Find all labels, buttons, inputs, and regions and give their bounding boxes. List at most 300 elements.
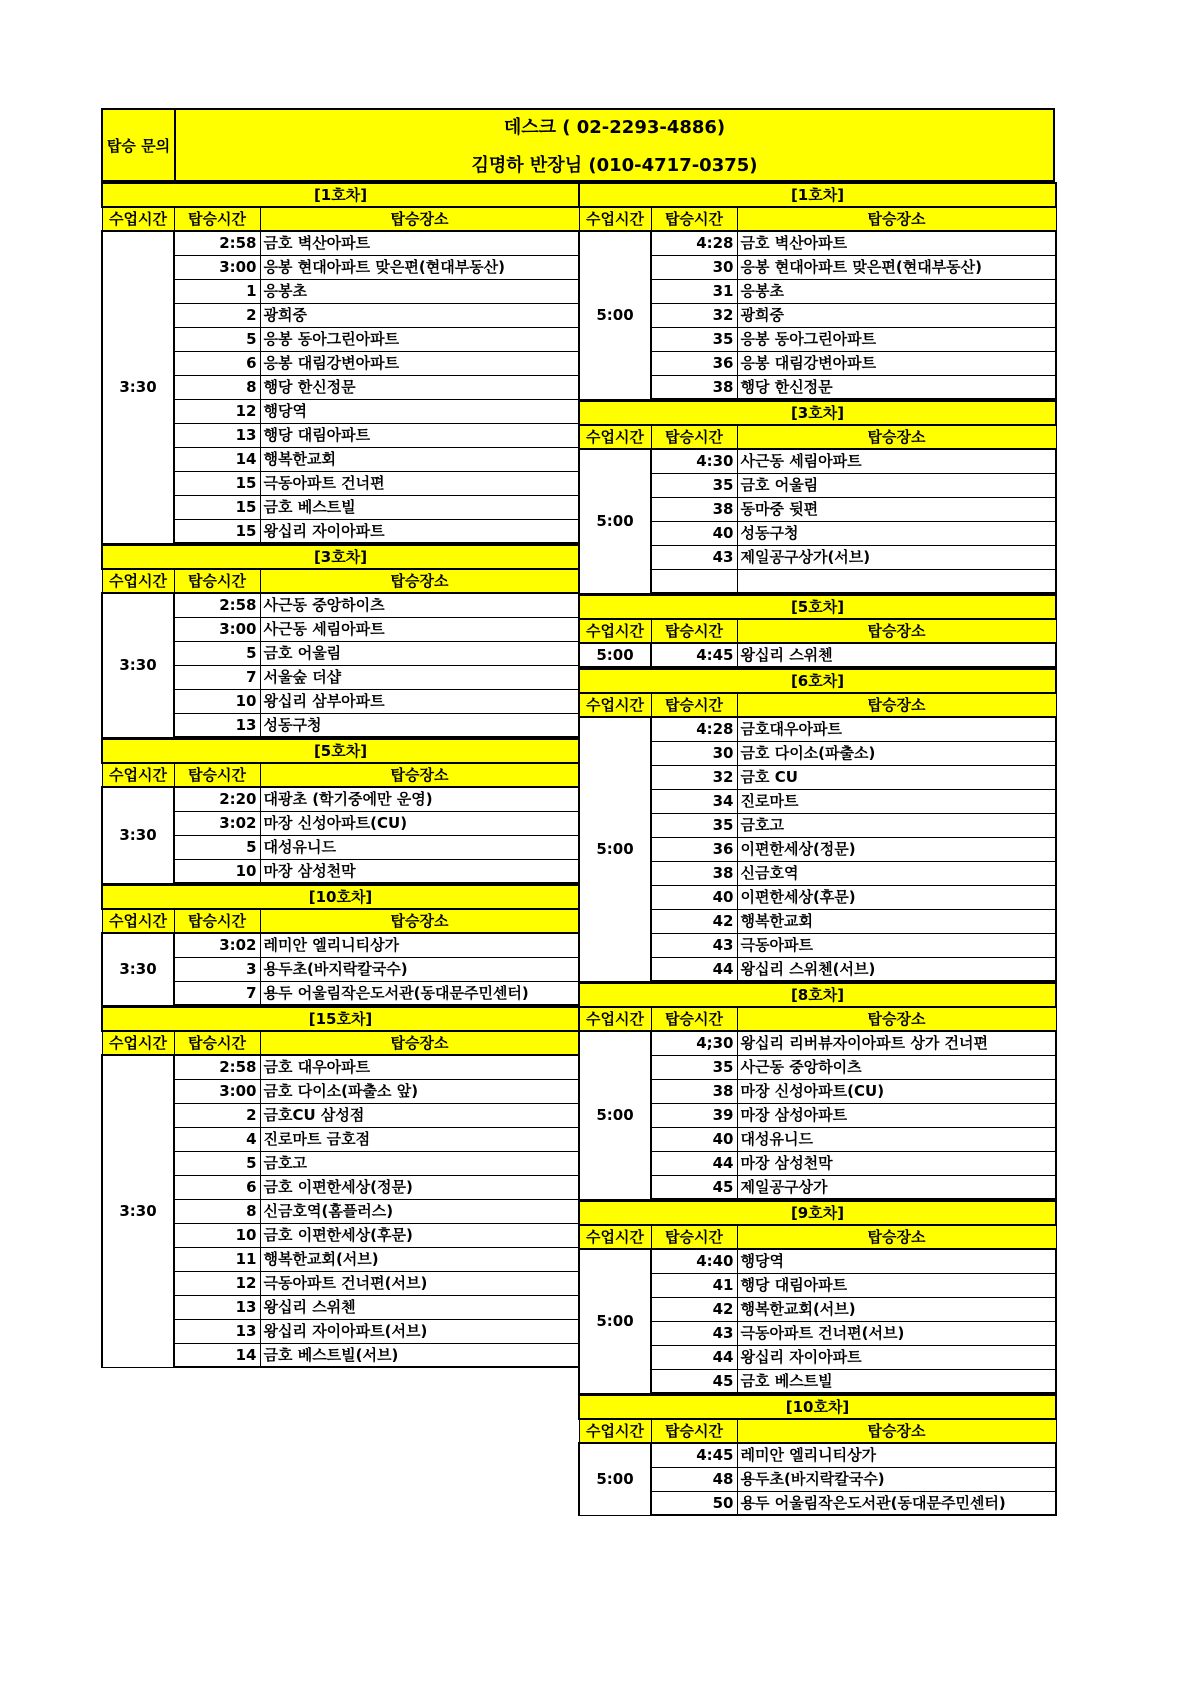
board-time-cell: 4:30: [651, 449, 737, 473]
stop-row: [102, 933, 579, 957]
board-time-cell: 7: [174, 981, 260, 1005]
bus-title-row: [579, 401, 1056, 425]
stop-place-cell: 왕십리 리버뷰자이아파트 상가 건너편: [737, 1031, 1056, 1055]
stop-row: [102, 1103, 579, 1127]
bus-group-table: [578, 668, 1057, 982]
bus-number-title: [15호차]: [102, 1007, 579, 1031]
stop-row: [579, 279, 1056, 303]
stop-place-cell: 사근동 세림아파트: [260, 617, 579, 641]
place-header: 탑승장소: [260, 909, 579, 933]
board-time-cell: 34: [651, 789, 737, 813]
place-header: 탑승장소: [737, 1419, 1056, 1443]
board-time-cell: 36: [651, 837, 737, 861]
bus-number-title: [5호차]: [102, 739, 579, 763]
stop-place-cell: 용두 어울림작은도서관(동대문주민센터): [260, 981, 579, 1005]
bus-title-row: [579, 183, 1056, 207]
stop-row: [579, 569, 1056, 593]
stop-row: [579, 717, 1056, 741]
stop-row: [102, 835, 579, 859]
board-time-header: 탑승시간: [174, 1031, 260, 1055]
stop-place-cell: 레미안 엘리니티상가: [260, 933, 579, 957]
class-time-cell: 3:30: [102, 593, 174, 737]
bus-number-title: [3호차]: [102, 545, 579, 569]
class-time-cell: 3:30: [102, 787, 174, 883]
stop-place-cell: 왕십리 스위첸: [737, 643, 1056, 667]
stop-row: [102, 713, 579, 737]
class-time-cell: 3:30: [102, 1055, 174, 1367]
stop-row: [102, 859, 579, 883]
stop-row: [579, 1273, 1056, 1297]
column-header-row: [579, 1419, 1056, 1443]
board-time-cell: 3:00: [174, 617, 260, 641]
board-time-cell: 13: [174, 713, 260, 737]
stop-place-cell: 행당 한신정문: [737, 375, 1056, 399]
stop-place-cell: 금호 대우아파트: [260, 1055, 579, 1079]
stop-place-cell: 행당 한신정문: [260, 375, 579, 399]
stop-place-cell: 응봉 동아그린아파트: [260, 327, 579, 351]
bus-group-table: [101, 1006, 580, 1368]
board-time-cell: 38: [651, 375, 737, 399]
stop-row: [579, 1127, 1056, 1151]
board-time-header: 탑승시간: [651, 1007, 737, 1031]
place-header: 탑승장소: [737, 425, 1056, 449]
bus-number-title: [9호차]: [579, 1201, 1056, 1225]
board-time-header: 탑승시간: [174, 569, 260, 593]
stop-place-cell: 행복한교회(서브): [260, 1247, 579, 1271]
stop-row: [102, 303, 579, 327]
stop-place-cell: 성동구청: [737, 521, 1056, 545]
stop-row: [579, 741, 1056, 765]
board-time-cell: 31: [651, 279, 737, 303]
bus-title-row: [102, 545, 579, 569]
manager-phone: 김명하 반장님 (010-4717-0375): [471, 155, 758, 176]
board-time-cell: 30: [651, 741, 737, 765]
board-time-cell: 3:00: [174, 255, 260, 279]
bus-group-table: [101, 738, 580, 884]
stop-row: [102, 957, 579, 981]
board-time-cell: 15: [174, 519, 260, 543]
board-time-cell: 5: [174, 327, 260, 351]
stop-row: [102, 279, 579, 303]
contact-header: [101, 108, 1055, 182]
board-time-cell: 15: [174, 495, 260, 519]
stop-place-cell: 사근동 중앙하이츠: [737, 1055, 1056, 1079]
bus-number-title: [6호차]: [579, 669, 1056, 693]
board-time-cell: 13: [174, 1295, 260, 1319]
board-time-cell: 13: [174, 423, 260, 447]
stop-row: [102, 399, 579, 423]
stop-row: [579, 1443, 1056, 1467]
stop-place-cell: 행당역: [737, 1249, 1056, 1273]
left-column: [101, 182, 578, 1516]
board-time-cell: 3:02: [174, 811, 260, 835]
stop-place-cell: 극동아파트: [737, 933, 1056, 957]
stop-row: [579, 1467, 1056, 1491]
board-time-cell: 45: [651, 1369, 737, 1393]
bus-number-title: [1호차]: [579, 183, 1056, 207]
stop-row: [102, 1271, 579, 1295]
board-time-cell: 41: [651, 1273, 737, 1297]
column-header-row: [579, 207, 1056, 231]
stop-place-cell: 응봉 동아그린아파트: [737, 327, 1056, 351]
stop-place-cell: 마장 삼성천막: [737, 1151, 1056, 1175]
stop-place-cell: 금호 베스트빌: [737, 1369, 1056, 1393]
class-time-header: 수업시간: [579, 425, 651, 449]
stop-row: [102, 811, 579, 835]
class-time-header: 수업시간: [102, 763, 174, 787]
board-time-cell: 14: [174, 447, 260, 471]
board-time-cell: 40: [651, 885, 737, 909]
stop-place-cell: 응봉초: [737, 279, 1056, 303]
class-time-header: 수업시간: [579, 619, 651, 643]
board-time-cell: 3:00: [174, 1079, 260, 1103]
board-time-cell: 5: [174, 641, 260, 665]
class-time-header: 수업시간: [579, 1419, 651, 1443]
stop-place-cell: 금호고: [737, 813, 1056, 837]
board-time-cell: 13: [174, 1319, 260, 1343]
bus-title-row: [579, 983, 1056, 1007]
stop-row: [102, 593, 579, 617]
bus-group-table: [578, 1394, 1057, 1516]
stop-row: [102, 1295, 579, 1319]
stop-place-cell: 왕십리 스위첸: [260, 1295, 579, 1319]
board-time-cell: 43: [651, 545, 737, 569]
stop-place-cell: 금호 CU: [737, 765, 1056, 789]
board-time-cell: 44: [651, 1151, 737, 1175]
board-time-cell: 44: [651, 1345, 737, 1369]
stop-row: [579, 449, 1056, 473]
stop-place-cell: 금호CU 삼성점: [260, 1103, 579, 1127]
stop-place-cell: 용두초(바지락칼국수): [737, 1467, 1056, 1491]
stop-row: [579, 957, 1056, 981]
stop-row: [579, 643, 1056, 667]
board-time-cell: 2: [174, 1103, 260, 1127]
stop-place-cell: 진로마트: [737, 789, 1056, 813]
stop-place-cell: 신금호역: [737, 861, 1056, 885]
stop-row: [579, 1297, 1056, 1321]
board-time-cell: 36: [651, 351, 737, 375]
stop-place-cell: 마장 삼성천막: [260, 859, 579, 883]
stop-place-cell: 제일공구상가: [737, 1175, 1056, 1199]
stop-row: [579, 837, 1056, 861]
class-time-cell: 3:30: [102, 933, 174, 1005]
class-time-header: 수업시간: [102, 1031, 174, 1055]
board-time-cell: 2:20: [174, 787, 260, 811]
stop-place-cell: 이편한세상(후문): [737, 885, 1056, 909]
board-time-cell: 32: [651, 765, 737, 789]
stop-place-cell: [737, 569, 1056, 593]
board-time-cell: 2:58: [174, 231, 260, 255]
class-time-cell: 3:30: [102, 231, 174, 543]
stop-place-cell: 왕십리 자이아파트: [737, 1345, 1056, 1369]
stop-place-cell: 응봉 대림강변아파트: [260, 351, 579, 375]
stop-row: [579, 1175, 1056, 1199]
place-header: 탑승장소: [737, 693, 1056, 717]
stop-row: [102, 1319, 579, 1343]
stop-place-cell: 진로마트 금호점: [260, 1127, 579, 1151]
column-header-row: [102, 763, 579, 787]
board-time-cell: 14: [174, 1343, 260, 1367]
stop-row: [102, 327, 579, 351]
stop-place-cell: 금호 어울림: [260, 641, 579, 665]
board-time-header: 탑승시간: [174, 763, 260, 787]
board-time-cell: 30: [651, 255, 737, 279]
stop-place-cell: 행복한교회: [260, 447, 579, 471]
stop-row: [579, 473, 1056, 497]
bus-title-row: [579, 669, 1056, 693]
place-header: 탑승장소: [737, 619, 1056, 643]
stop-place-cell: 응봉 현대아파트 맞은편(현대부동산): [737, 255, 1056, 279]
contact-info: [176, 110, 1053, 180]
stop-row: [579, 255, 1056, 279]
bus-number-title: [8호차]: [579, 983, 1056, 1007]
stop-row: [102, 665, 579, 689]
stop-place-cell: 행당 대림아파트: [737, 1273, 1056, 1297]
stop-place-cell: 극동아파트 건너편: [260, 471, 579, 495]
class-time-header: 수업시간: [102, 909, 174, 933]
stop-place-cell: 제일공구상가(서브): [737, 545, 1056, 569]
stop-place-cell: 광희중: [737, 303, 1056, 327]
class-time-header: 수업시간: [579, 207, 651, 231]
stop-place-cell: 왕십리 삼부아파트: [260, 689, 579, 713]
bus-number-title: [5호차]: [579, 595, 1056, 619]
place-header: 탑승장소: [737, 207, 1056, 231]
board-time-header: 탑승시간: [174, 909, 260, 933]
stop-row: [102, 231, 579, 255]
stop-place-cell: 금호 벽산아파트: [737, 231, 1056, 255]
stop-row: [102, 495, 579, 519]
board-time-cell: 2:58: [174, 593, 260, 617]
stop-row: [102, 689, 579, 713]
stop-row: [102, 617, 579, 641]
board-time-cell: 35: [651, 1055, 737, 1079]
stop-row: [579, 909, 1056, 933]
board-time-header: 탑승시간: [174, 207, 260, 231]
bus-number-title: [10호차]: [579, 1395, 1056, 1419]
stop-row: [579, 765, 1056, 789]
class-time-header: 수업시간: [102, 207, 174, 231]
board-time-header: 탑승시간: [651, 425, 737, 449]
board-time-cell: 4:28: [651, 231, 737, 255]
stop-row: [102, 1055, 579, 1079]
stop-place-cell: 극동아파트 건너편(서브): [260, 1271, 579, 1295]
stop-place-cell: 응봉초: [260, 279, 579, 303]
stop-row: [579, 375, 1056, 399]
stop-row: [102, 351, 579, 375]
board-time-header: 탑승시간: [651, 207, 737, 231]
place-header: 탑승장소: [260, 1031, 579, 1055]
board-time-cell: 12: [174, 1271, 260, 1295]
board-time-cell: 40: [651, 1127, 737, 1151]
bus-title-row: [579, 1201, 1056, 1225]
stop-place-cell: 행복한교회: [737, 909, 1056, 933]
stop-place-cell: 대성유니드: [260, 835, 579, 859]
stop-row: [579, 789, 1056, 813]
board-time-cell: 39: [651, 1103, 737, 1127]
stop-place-cell: 금호 벽산아파트: [260, 231, 579, 255]
column-header-row: [579, 1007, 1056, 1031]
stop-row: [579, 813, 1056, 837]
stop-row: [102, 255, 579, 279]
stop-place-cell: 용두초(바지락칼국수): [260, 957, 579, 981]
stop-row: [579, 933, 1056, 957]
schedule-columns: [101, 182, 1055, 1516]
stop-place-cell: 성동구청: [260, 713, 579, 737]
class-time-cell: 5:00: [579, 1443, 651, 1515]
bus-group-table: [578, 982, 1057, 1200]
board-time-cell: 50: [651, 1491, 737, 1515]
stop-place-cell: 용두 어울림작은도서관(동대문주민센터): [737, 1491, 1056, 1515]
inquiry-label: 탑승 문의: [103, 110, 176, 180]
place-header: 탑승장소: [260, 569, 579, 593]
stop-place-cell: 응봉 대림강변아파트: [737, 351, 1056, 375]
stop-place-cell: 마장 신성아파트(CU): [737, 1079, 1056, 1103]
stop-row: [102, 641, 579, 665]
board-time-cell: 45: [651, 1175, 737, 1199]
stop-row: [102, 981, 579, 1005]
place-header: 탑승장소: [737, 1007, 1056, 1031]
board-time-cell: 42: [651, 1297, 737, 1321]
bus-title-row: [102, 739, 579, 763]
stop-place-cell: 행복한교회(서브): [737, 1297, 1056, 1321]
bus-group-table: [101, 544, 580, 738]
board-time-cell: 48: [651, 1467, 737, 1491]
class-time-cell: 5:00: [579, 231, 651, 399]
board-time-cell: 7: [174, 665, 260, 689]
stop-row: [579, 1055, 1056, 1079]
board-time-cell: 10: [174, 1223, 260, 1247]
stop-row: [579, 545, 1056, 569]
column-header-row: [102, 207, 579, 231]
board-time-header: 탑승시간: [651, 1419, 737, 1443]
column-header-row: [102, 909, 579, 933]
stop-place-cell: 대광초 (학기중에만 운영): [260, 787, 579, 811]
bus-group-table: [578, 1200, 1057, 1394]
stop-place-cell: 사근동 세림아파트: [737, 449, 1056, 473]
stop-place-cell: 동마중 뒷편: [737, 497, 1056, 521]
board-time-cell: 35: [651, 473, 737, 497]
stop-place-cell: 금호 베스트빌: [260, 495, 579, 519]
stop-place-cell: 이편한세상(정문): [737, 837, 1056, 861]
stop-row: [579, 1369, 1056, 1393]
bus-group-table: [101, 884, 580, 1006]
class-time-cell: 5:00: [579, 449, 651, 593]
bus-title-row: [102, 183, 579, 207]
stop-row: [579, 351, 1056, 375]
stop-row: [102, 471, 579, 495]
stop-row: [579, 1249, 1056, 1273]
bus-title-row: [102, 1007, 579, 1031]
stop-row: [102, 787, 579, 811]
place-header: 탑승장소: [260, 207, 579, 231]
board-time-cell: 10: [174, 859, 260, 883]
stop-place-cell: 금호고: [260, 1151, 579, 1175]
bus-group-table: [101, 182, 580, 544]
column-header-row: [102, 569, 579, 593]
desk-phone: 데스크 ( 02-2293-4886): [503, 117, 726, 138]
stop-row: [579, 885, 1056, 909]
bus-group-table: [578, 182, 1057, 400]
board-time-cell: 5: [174, 835, 260, 859]
board-time-cell: 32: [651, 303, 737, 327]
stop-row: [102, 447, 579, 471]
board-time-cell: 38: [651, 497, 737, 521]
column-header-row: [102, 1031, 579, 1055]
board-time-cell: 3:02: [174, 933, 260, 957]
stop-place-cell: 금호 어울림: [737, 473, 1056, 497]
board-time-cell: 40: [651, 521, 737, 545]
board-time-cell: 2:58: [174, 1055, 260, 1079]
stop-row: [579, 303, 1056, 327]
stop-place-cell: 금호 다이소(파출소): [737, 741, 1056, 765]
bus-number-title: [10호차]: [102, 885, 579, 909]
stop-place-cell: 응봉 현대아파트 맞은편(현대부동산): [260, 255, 579, 279]
bus-title-row: [579, 1395, 1056, 1419]
board-time-header: 탑승시간: [651, 693, 737, 717]
stop-place-cell: 금호대우아파트: [737, 717, 1056, 741]
class-time-header: 수업시간: [579, 693, 651, 717]
stop-row: [102, 1151, 579, 1175]
stop-place-cell: 광희중: [260, 303, 579, 327]
bus-title-row: [579, 595, 1056, 619]
board-time-cell: 11: [174, 1247, 260, 1271]
stop-row: [102, 1247, 579, 1271]
stop-row: [579, 1345, 1056, 1369]
stop-row: [579, 1491, 1056, 1515]
class-time-cell: 5:00: [579, 1031, 651, 1199]
class-time-cell: 5:00: [579, 717, 651, 981]
board-time-cell: 4;30: [651, 1031, 737, 1055]
board-time-cell: 3: [174, 957, 260, 981]
stop-place-cell: 레미안 엘리니티상가: [737, 1443, 1056, 1467]
board-time-cell: 44: [651, 957, 737, 981]
column-header-row: [579, 425, 1056, 449]
stop-row: [579, 1103, 1056, 1127]
stop-row: [579, 1079, 1056, 1103]
board-time-cell: 1: [174, 279, 260, 303]
bus-title-row: [102, 885, 579, 909]
stop-row: [102, 1175, 579, 1199]
stop-place-cell: 극동아파트 건너편(서브): [737, 1321, 1056, 1345]
stop-place-cell: 왕십리 자이아파트(서브): [260, 1319, 579, 1343]
board-time-cell: 2: [174, 303, 260, 327]
stop-place-cell: 행당역: [260, 399, 579, 423]
stop-row: [102, 423, 579, 447]
class-time-cell: 5:00: [579, 1249, 651, 1393]
stop-place-cell: 마장 신성아파트(CU): [260, 811, 579, 835]
board-time-cell: 12: [174, 399, 260, 423]
bus-schedule-sheet: [101, 108, 1055, 1516]
stop-place-cell: 금호 이편한세상(후문): [260, 1223, 579, 1247]
bus-group-table: [578, 400, 1057, 594]
stop-place-cell: 신금호역(홈플러스): [260, 1199, 579, 1223]
stop-row: [102, 375, 579, 399]
class-time-cell: 5:00: [579, 643, 651, 667]
board-time-cell: 6: [174, 1175, 260, 1199]
board-time-header: 탑승시간: [651, 1225, 737, 1249]
stop-row: [579, 1151, 1056, 1175]
bus-number-title: [1호차]: [102, 183, 579, 207]
stop-row: [102, 1343, 579, 1367]
stop-row: [579, 1321, 1056, 1345]
stop-row: [102, 1127, 579, 1151]
stop-place-cell: 금호 다이소(파출소 앞): [260, 1079, 579, 1103]
right-column: [578, 182, 1055, 1516]
board-time-cell: 38: [651, 1079, 737, 1103]
board-time-cell: 4:45: [651, 1443, 737, 1467]
board-time-cell: 35: [651, 327, 737, 351]
board-time-cell: 4:28: [651, 717, 737, 741]
